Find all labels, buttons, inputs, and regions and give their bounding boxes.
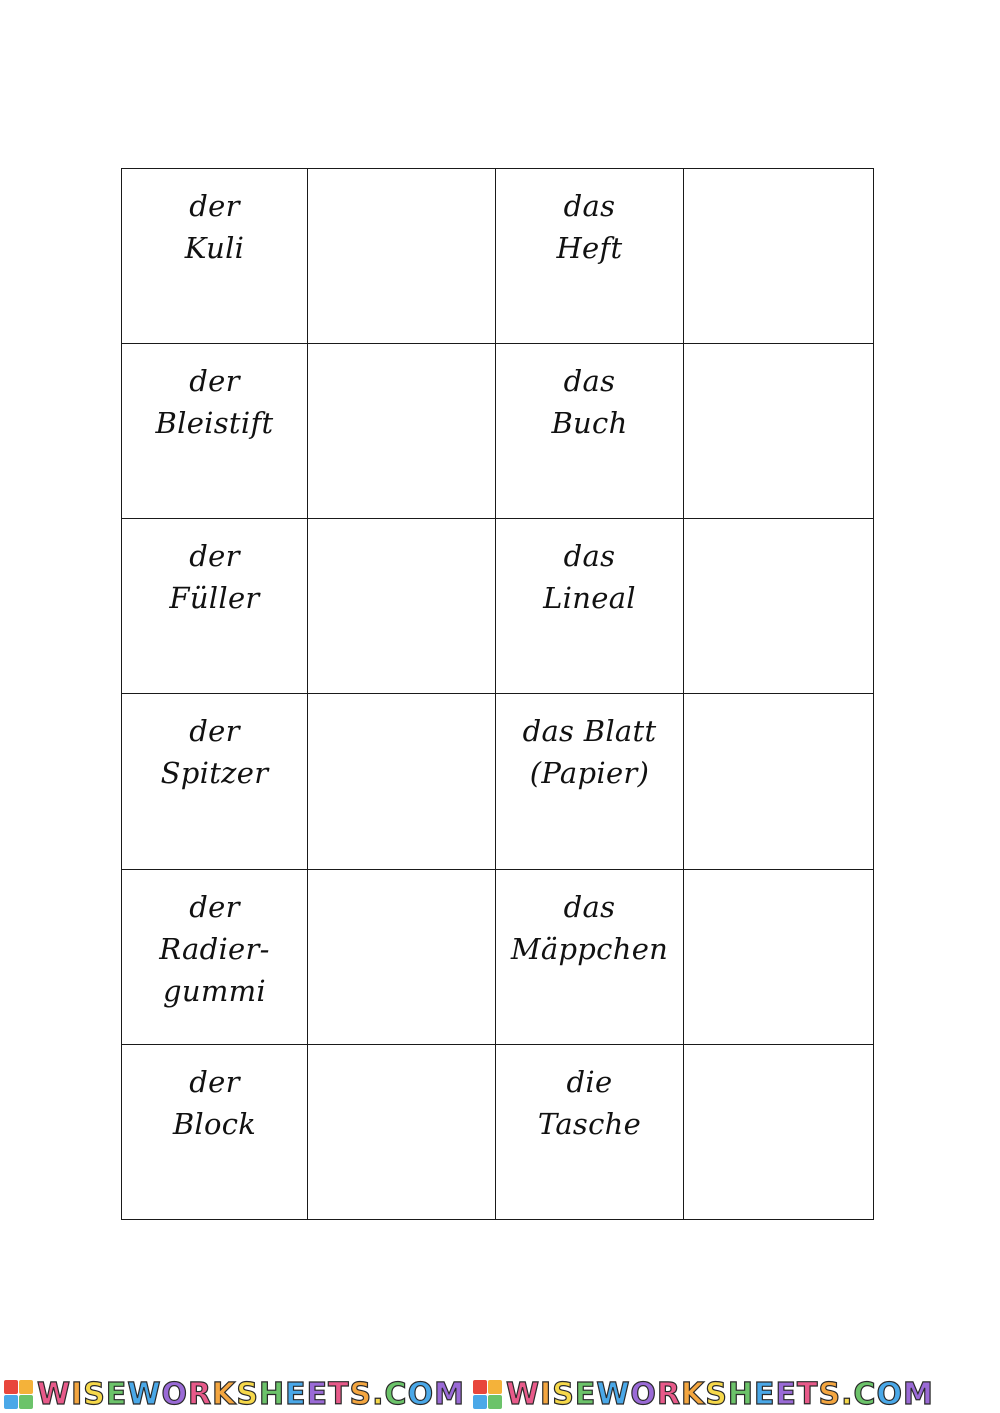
word-lines <box>496 344 683 444</box>
word-lines <box>496 1045 683 1145</box>
right-word-cell <box>496 344 684 519</box>
left-blank-cell <box>308 694 496 869</box>
logo-square-1 <box>473 1380 487 1394</box>
logo-square-2 <box>19 1380 33 1394</box>
right-blank-cell <box>684 1044 874 1219</box>
word-line: Block <box>172 1106 257 1141</box>
brand-logo-1 <box>4 1378 465 1412</box>
table-row <box>122 169 874 344</box>
right-word-cell <box>496 694 684 869</box>
word-line: (Papier) <box>529 756 650 791</box>
table-row <box>122 344 874 519</box>
footer-branding <box>0 1376 1000 1413</box>
word-line: die <box>566 1064 613 1099</box>
left-blank-cell <box>308 169 496 344</box>
word-line: Füller <box>169 581 260 616</box>
right-blank-cell <box>684 694 874 869</box>
word-line: der <box>189 889 240 924</box>
word-line: Heft <box>556 231 623 265</box>
word-lines <box>496 169 683 269</box>
vocabulary-table <box>121 168 874 1220</box>
word-line: Spitzer <box>160 756 269 791</box>
left-blank-cell <box>308 1044 496 1219</box>
word-line: Buch <box>551 406 628 441</box>
word-line: der <box>189 189 240 223</box>
left-blank-cell <box>308 344 496 519</box>
brand-text: WISEWORKSHEETS.COM <box>505 1376 934 1412</box>
vocabulary-sheet <box>121 168 873 1220</box>
word-line: das <box>563 189 616 223</box>
word-lines <box>122 694 307 794</box>
vocabulary-table-body <box>122 169 874 1220</box>
table-row <box>122 519 874 694</box>
logo-square-3 <box>473 1395 487 1409</box>
logo-square-2 <box>488 1380 502 1394</box>
right-blank-cell <box>684 169 874 344</box>
left-word-cell <box>122 344 308 519</box>
brand-logo-2 <box>473 1378 934 1412</box>
word-lines <box>122 870 307 1012</box>
word-line: der <box>189 1064 240 1099</box>
logo-mark-icon <box>4 1380 33 1409</box>
word-line: Mäppchen <box>510 931 669 966</box>
right-word-cell <box>496 169 684 344</box>
word-line: Kuli <box>184 231 245 265</box>
left-blank-cell <box>308 519 496 694</box>
left-word-cell <box>122 169 308 344</box>
logo-square-4 <box>488 1395 502 1409</box>
word-lines <box>496 870 683 970</box>
word-line: gummi <box>162 973 266 1008</box>
logo-square-4 <box>19 1395 33 1409</box>
word-lines <box>122 169 307 269</box>
word-line: Tasche <box>537 1106 642 1141</box>
right-blank-cell <box>684 344 874 519</box>
word-line: das <box>563 539 616 574</box>
word-line: das Blatt <box>522 714 657 749</box>
word-lines <box>496 519 683 619</box>
table-row <box>122 694 874 869</box>
brand-text: WISEWORKSHEETS.COM <box>37 1376 465 1412</box>
word-line: der <box>189 364 240 399</box>
left-word-cell <box>122 869 308 1044</box>
word-lines <box>122 344 307 444</box>
logo-square-3 <box>4 1395 18 1409</box>
left-word-cell <box>122 519 308 694</box>
right-word-cell <box>496 519 684 694</box>
logo-mark-icon <box>473 1380 502 1409</box>
right-blank-cell <box>684 519 874 694</box>
word-line: der <box>189 714 240 749</box>
word-line: das <box>563 889 616 924</box>
right-blank-cell <box>684 869 874 1044</box>
word-line: Bleistift <box>155 406 274 441</box>
table-row <box>122 869 874 1044</box>
logo-square-1 <box>4 1380 18 1394</box>
word-lines <box>122 1045 307 1145</box>
left-blank-cell <box>308 869 496 1044</box>
word-lines <box>122 519 307 619</box>
right-word-cell <box>496 1044 684 1219</box>
word-lines <box>496 694 683 794</box>
table-row <box>122 1044 874 1219</box>
word-line: der <box>189 539 240 574</box>
word-line: Lineal <box>543 581 636 616</box>
word-line: das <box>563 364 616 399</box>
right-word-cell <box>496 869 684 1044</box>
word-line: Radier- <box>159 931 270 966</box>
left-word-cell <box>122 694 308 869</box>
left-word-cell <box>122 1044 308 1219</box>
